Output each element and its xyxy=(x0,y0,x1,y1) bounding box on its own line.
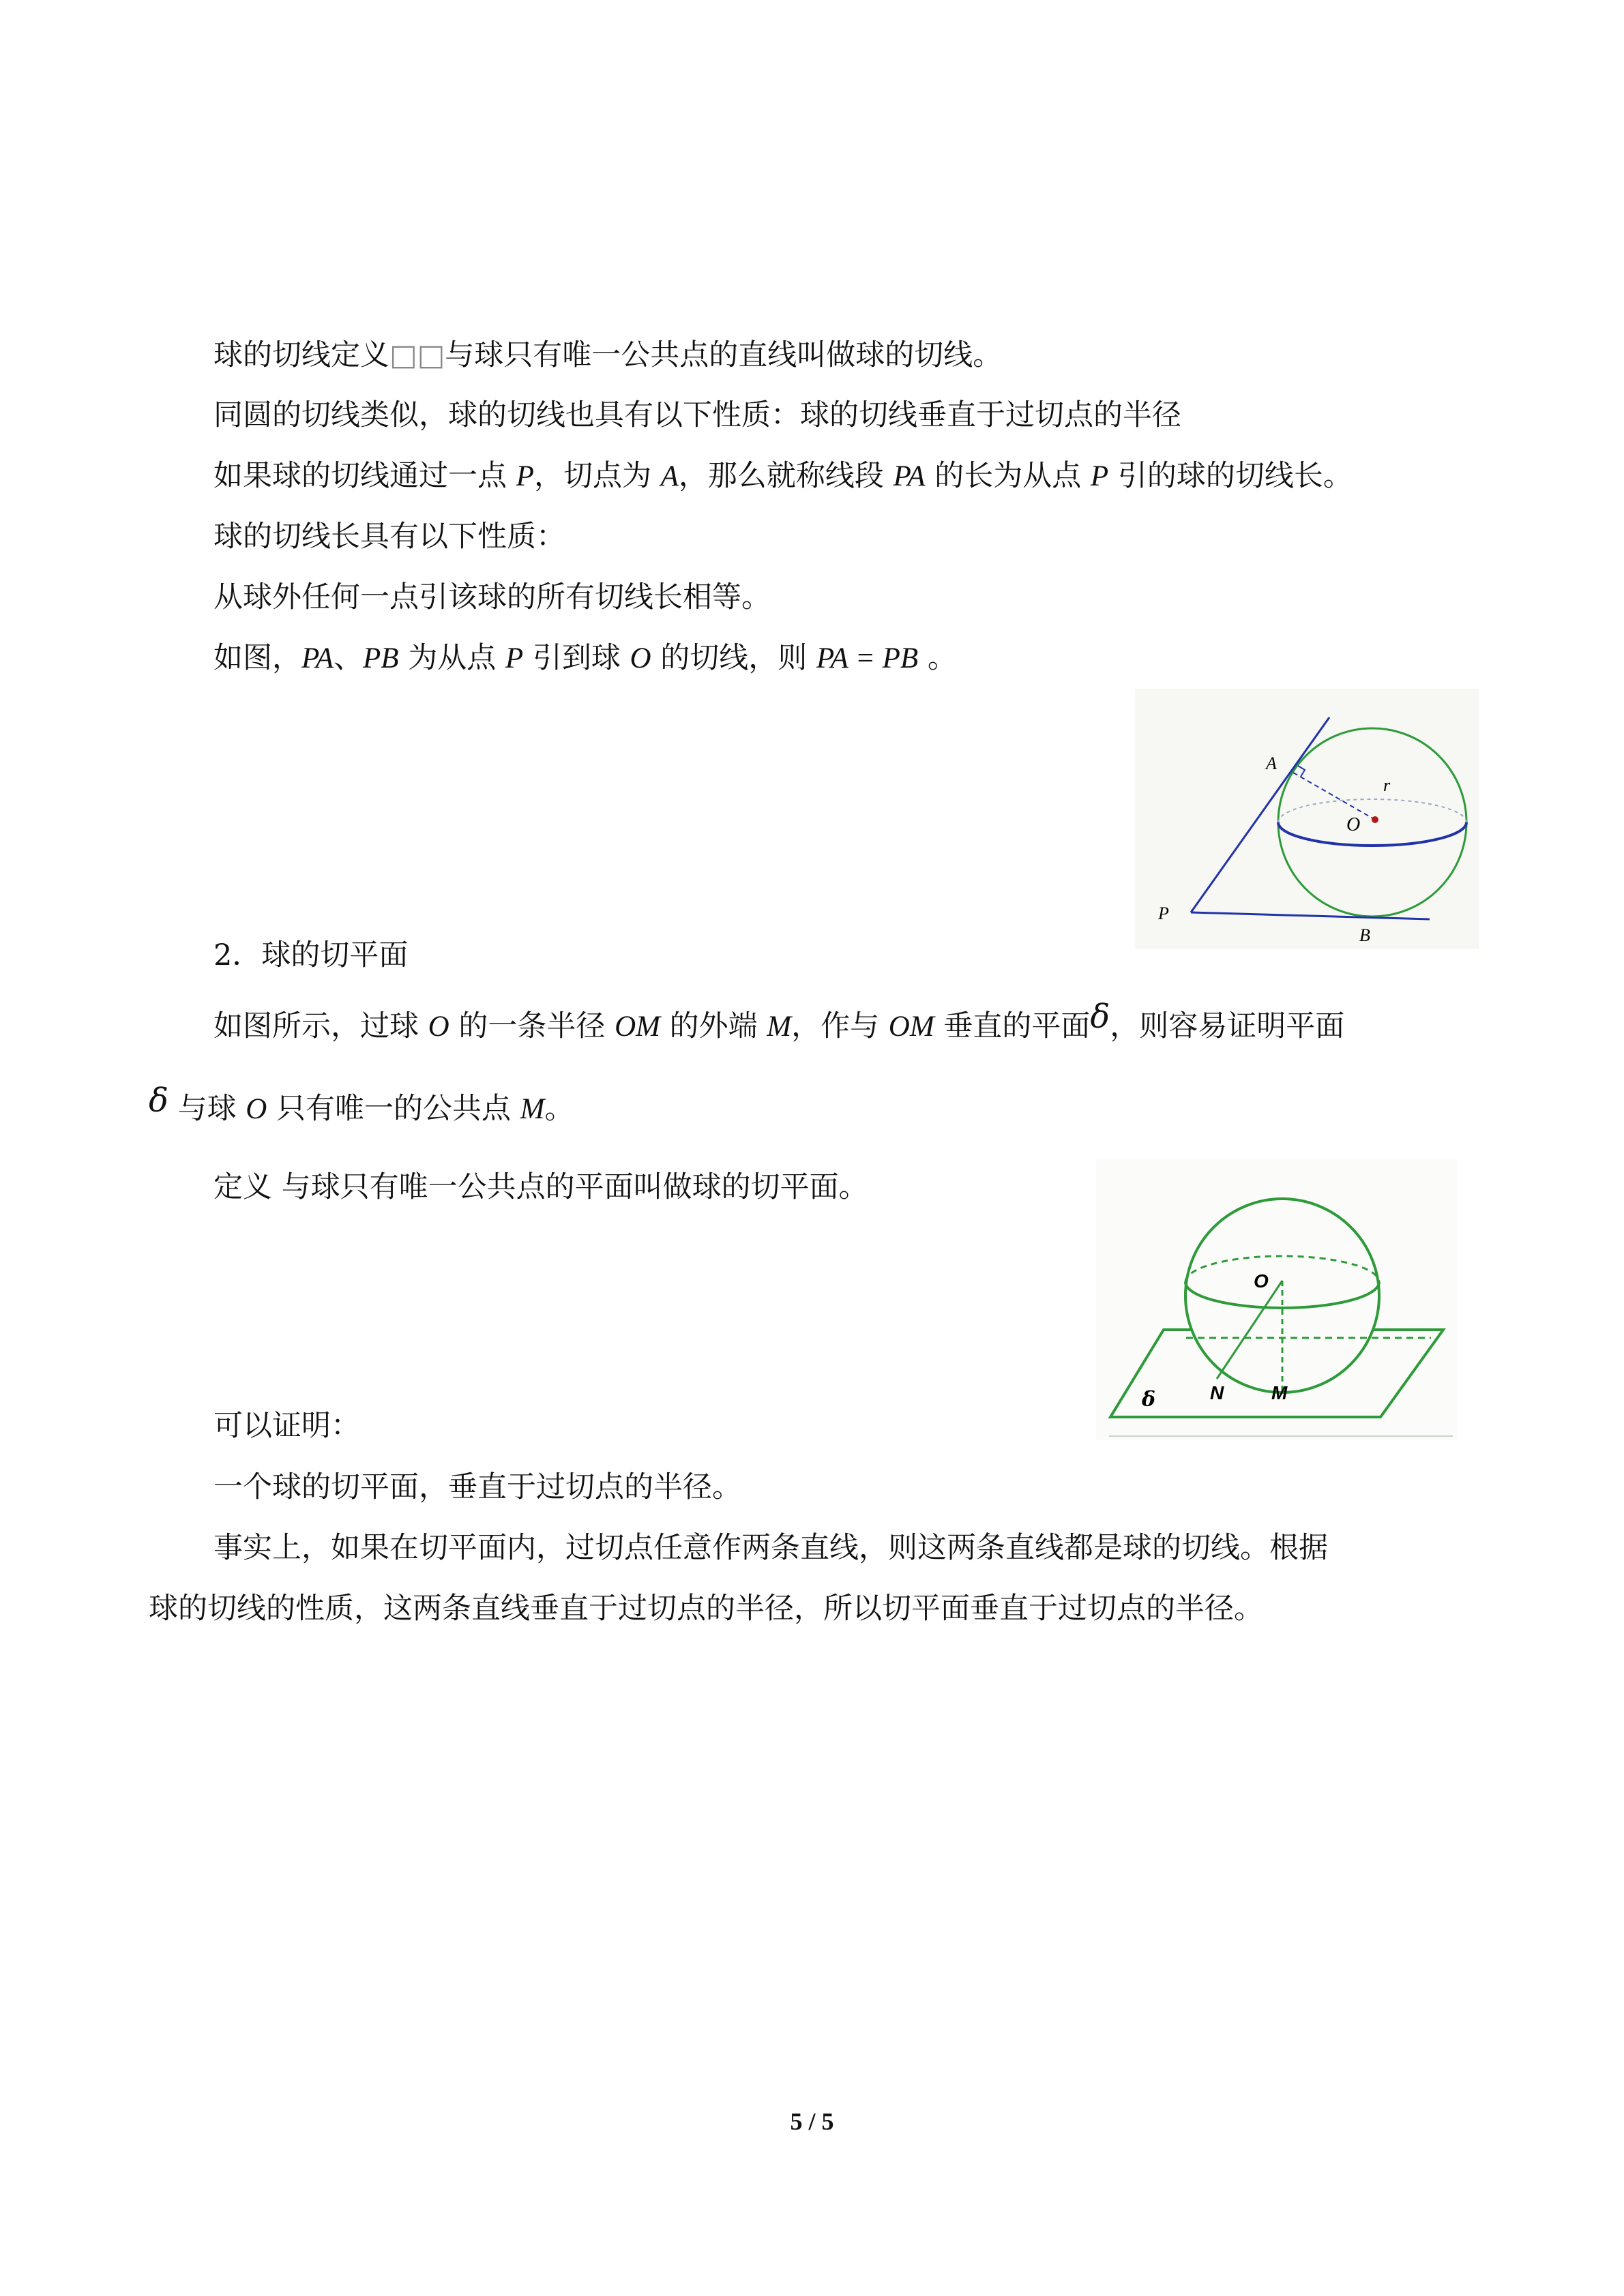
tangent-length-definition: 如果球的切线通过一点 P，切点为 A，那么就称线段 PA 的长为从点 P 引的球的切线长。 xyxy=(213,459,1353,493)
label-N: N xyxy=(1210,1382,1224,1403)
proof-line-1: 事实上，如果在切平面内，过切点任意作两条直线，则这两条直线都是球的切线。根据 xyxy=(213,1531,1328,1565)
sphere-tangent-figure xyxy=(1135,689,1479,949)
label-B: B xyxy=(1359,925,1370,945)
label-M: M xyxy=(1271,1382,1288,1403)
label-r: r xyxy=(1383,775,1391,795)
section-heading-tangent-plane: 2．球的切平面 xyxy=(213,938,409,972)
tangent-line-definition: 球的切线定义□□与球只有唯一公共点的直线叫做球的切线。 xyxy=(213,338,1003,372)
label-A: A xyxy=(1266,754,1277,773)
tangent-plane-construction: 如图所示，过球 O 的一条半径 OM 的外端 M，作与 OM 垂直的平面δ，则容易证明平面 xyxy=(213,998,1345,1043)
tangent-plane-definition: 定义 与球只有唯一公共点的平面叫做球的切平面。 xyxy=(213,1170,868,1204)
figure-background xyxy=(1135,689,1479,949)
label-O: O xyxy=(1346,814,1361,835)
tangent-property: 同圆的切线类似，球的切线也具有以下性质：球的切线垂直于过切点的半径 xyxy=(213,398,1181,432)
center-point xyxy=(1372,816,1378,823)
theorem-statement: 一个球的切平面，垂直于过切点的半径。 xyxy=(213,1470,741,1504)
proof-line-2: 球的切线的性质，这两条直线垂直于过切点的半径，所以切平面垂直于过切点的半径。 xyxy=(149,1592,1263,1626)
tangent-plane-figure xyxy=(1095,1159,1457,1440)
label-O: O xyxy=(1254,1270,1269,1292)
label-P: P xyxy=(1158,904,1169,923)
tangent-plane-unique-point: δ 与球 O 只有唯一的公共点 M。 xyxy=(149,1082,574,1126)
tangent-length-property: 从球外任何一点引该球的所有切线长相等。 xyxy=(213,580,771,614)
tangent-length-property-heading: 球的切线长具有以下性质： xyxy=(213,520,565,554)
figure-explanation: 如图，PA、PB 为从点 P 引到球 O 的切线，则 PA = PB 。 xyxy=(213,641,957,675)
page-number: 5 / 5 xyxy=(790,2108,834,2135)
proof-intro: 可以证明： xyxy=(213,1409,360,1443)
label-delta: δ xyxy=(1142,1388,1156,1412)
